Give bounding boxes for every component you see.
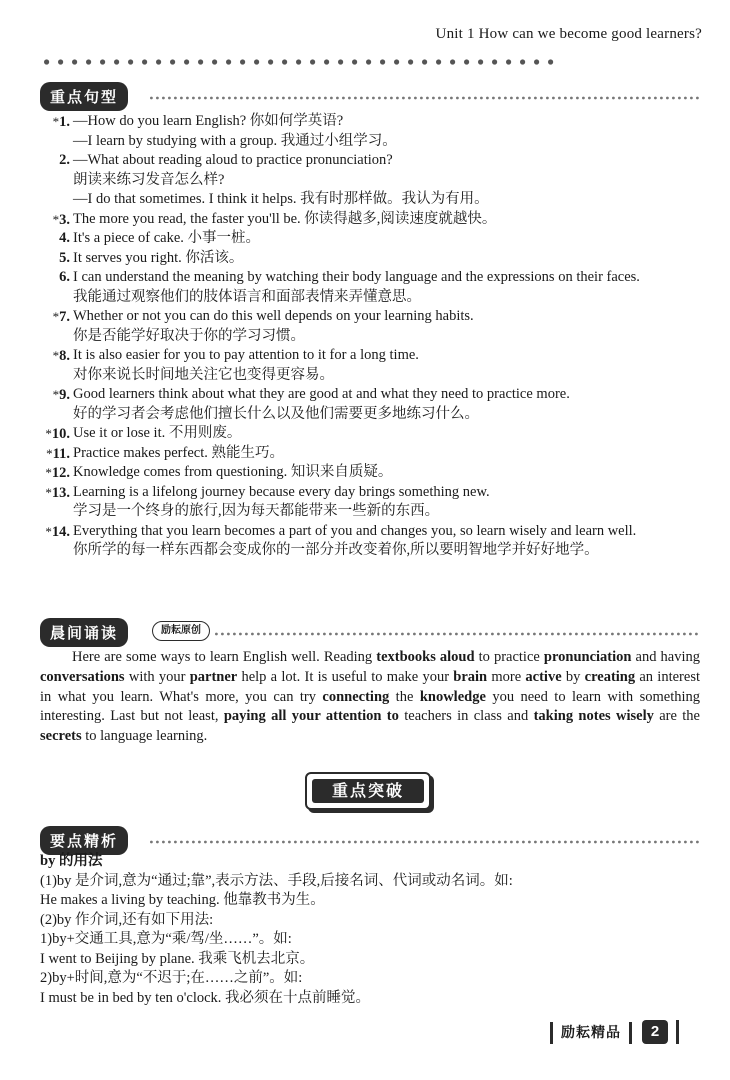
- sentence-line: 我能通过观察他们的肢体语言和面部表情来弄懂意思。: [73, 288, 421, 305]
- sentence-line: 学习是一个终身的旅行,因为每天都能带来一些新的东西。: [73, 503, 440, 519]
- sentence-line: I can understand the meaning by watching their body language and the expressions on their faces.: [73, 269, 640, 285]
- sentence-line: It's a piece of cake. 小事一桩。: [73, 230, 261, 246]
- passage-text: and having: [631, 649, 700, 665]
- passage-text: by: [561, 668, 585, 685]
- usage-line: He makes a living by teaching. 他靠教书为生。: [40, 892, 325, 908]
- sentence-number: [28, 346, 70, 367]
- sentence-item: [28, 385, 708, 424]
- star-mark-icon: *: [45, 426, 52, 441]
- sentence-item: [28, 151, 708, 210]
- sentence-item: [28, 249, 708, 269]
- passage-text: Here are some ways to learn English well. Reading: [72, 649, 377, 665]
- passage-text: an interest in what you learn. What's more, you can try: [40, 668, 700, 705]
- sentence-item: [28, 346, 708, 385]
- dotted-rule: [150, 840, 700, 844]
- sentence-number: [28, 249, 70, 269]
- header-dotted-rule: [44, 58, 564, 66]
- sentence-item: [28, 307, 708, 346]
- key-analysis-heading: [40, 826, 700, 854]
- sentence-number-text: 9.: [59, 387, 70, 403]
- brand-label: 励耘精品: [550, 1022, 632, 1044]
- sentence-number: [28, 463, 70, 484]
- passage-text: are the: [653, 708, 700, 725]
- sentence-line: —I do that sometimes. I think it helps. 我有时那样做。我认为有用。: [73, 191, 489, 207]
- sentence-line: Everything that you learn becomes a part of you and changes you, so learn wisely and learn well.: [73, 522, 637, 539]
- original-tag: 励耘原创: [152, 621, 210, 641]
- sentence-line: —What about reading aloud to practice pronunciation?: [73, 152, 393, 168]
- sentence-line: 朗读来练习发音怎么样?: [73, 171, 225, 188]
- sentence-number-text: 14.: [51, 523, 70, 540]
- star-mark-icon: *: [52, 309, 60, 324]
- sentence-line: Knowledge comes from questioning. 知识来自质疑。: [73, 464, 393, 480]
- sentence-line: Practice makes perfect. 熟能生巧。: [73, 444, 284, 461]
- sentence-line: Use it or lose it. 不用则废。: [73, 425, 242, 441]
- morning-reading-passage: [40, 648, 700, 747]
- sentence-line: 对你来说长时间地关注它也变得更容易。: [73, 366, 334, 383]
- passage-text: to language learning.: [81, 728, 208, 745]
- page-number: 2: [642, 1020, 668, 1044]
- sentence-number-text: 13.: [51, 484, 70, 501]
- sentence-number: [28, 112, 70, 133]
- sentence-item: [28, 483, 708, 522]
- star-mark-icon: *: [52, 348, 60, 363]
- sentence-number-text: 10.: [51, 426, 70, 442]
- sentence-line: —I learn by studying with a group. 我通过小组学习。: [73, 132, 397, 149]
- sentence-item: [28, 268, 708, 307]
- key-sentences-heading: [40, 82, 700, 110]
- sentence-number: [28, 385, 70, 406]
- sentence-number-text: 8.: [59, 348, 70, 364]
- sentence-line: Good learners think about what they are good at and what they need to practice more.: [73, 386, 570, 402]
- sentence-number: [28, 483, 70, 504]
- key-phrase: connecting: [322, 688, 390, 705]
- sentence-number: [28, 424, 70, 445]
- key-analysis-badge: 要点精析: [40, 826, 128, 855]
- sentence-number-text: 7.: [59, 309, 70, 325]
- sentence-item: [28, 522, 708, 561]
- sentence-number-text: 1.: [59, 114, 70, 130]
- usage-line: I must be in bed by ten o'clock. 我必须在十点前睡觉。: [40, 989, 371, 1006]
- key-sentences-badge: 重点句型: [40, 82, 128, 111]
- star-mark-icon: *: [45, 523, 52, 539]
- star-mark-icon: *: [45, 484, 52, 500]
- sentence-item: [28, 444, 708, 464]
- sentence-number-text: 11.: [52, 445, 70, 462]
- page-header: [0, 18, 730, 52]
- sentence-item: [28, 229, 708, 249]
- passage-text: you need to learn with something interesting. Last but not least,: [40, 688, 701, 725]
- sentence-number-text: 2.: [59, 152, 70, 168]
- sentence-number-text: 12.: [51, 465, 70, 481]
- sentence-number: [28, 522, 70, 543]
- key-phrase: paying all your attention to: [223, 708, 399, 725]
- star-mark-icon: *: [52, 387, 60, 402]
- star-mark-icon: *: [52, 114, 60, 129]
- sentence-line: It serves you right. 你活该。: [73, 249, 244, 266]
- sentence-line: Learning is a lifelong journey because every day brings something new.: [73, 483, 490, 500]
- key-phrase: textbooks aloud: [376, 649, 475, 665]
- sentence-number: [28, 210, 70, 231]
- usage-line: (1)by 是介词,意为“通过;靠”,表示方法、手段,后接名词、代词或动名词。如:: [40, 872, 513, 889]
- unit-title: Unit 1 How can we become good learners?: [435, 26, 702, 42]
- star-mark-icon: *: [46, 445, 53, 461]
- key-phrase: active: [525, 668, 562, 685]
- key-sentences-list: [28, 112, 708, 561]
- key-phrase: conversations: [40, 668, 125, 685]
- usage-line: I went to Beijing by plane. 我乘飞机去北京。: [40, 950, 315, 967]
- morning-reading-badge: 晨间诵读: [40, 618, 128, 647]
- star-mark-icon: *: [52, 211, 60, 227]
- sentence-item: [28, 210, 708, 230]
- sentence-item: [28, 424, 708, 444]
- usage-line: (2)by 作介词,还有如下用法:: [40, 911, 214, 928]
- passage-text: with your: [124, 668, 190, 685]
- sentence-number-text: 6.: [59, 269, 70, 285]
- key-phrase: knowledge: [419, 688, 486, 705]
- usage-line: 2)by+时间,意为“不迟于;在……之前”。如:: [40, 970, 303, 986]
- page-footer: [550, 1018, 690, 1048]
- sentence-number: [28, 229, 70, 249]
- sentence-number-text: 3.: [59, 211, 70, 228]
- passage-text: more: [487, 668, 526, 685]
- sentence-line: 好的学习者会考虑他们擅长什么以及他们需要更多地练习什么。: [73, 405, 479, 422]
- by-usage-notes: [40, 852, 700, 1008]
- sentence-number: [28, 268, 70, 288]
- usage-line: 1)by+交通工具,意为“乘/驾/坐……”。如:: [40, 931, 292, 947]
- passage-text: the: [389, 688, 420, 705]
- sentence-item: [28, 112, 708, 151]
- usage-title: by 的用法: [40, 853, 103, 869]
- star-mark-icon: *: [45, 465, 52, 480]
- passage-text: help a lot. It is useful to make your: [237, 668, 454, 685]
- sentence-line: 你是否能学好取决于你的学习习惯。: [73, 327, 305, 344]
- sentence-line: It is also easier for you to pay attention to it for a long time.: [73, 347, 419, 363]
- key-phrase: taking notes wisely: [533, 708, 654, 725]
- sentence-line: Whether or not you can do this well depends on your learning habits.: [73, 308, 474, 324]
- sentence-line: —How do you learn English? 你如何学英语?: [73, 113, 344, 129]
- sentence-number: [28, 444, 70, 465]
- footer-bar: [676, 1020, 679, 1044]
- key-breakthrough-banner: [305, 772, 431, 810]
- morning-reading-heading: [40, 618, 700, 646]
- key-phrase: partner: [189, 668, 238, 685]
- sentence-line: The more you read, the faster you'll be. 你读得越多,阅读速度就越快。: [73, 210, 497, 227]
- sentence-number: [28, 151, 70, 171]
- dotted-rule: [150, 96, 700, 100]
- sentence-item: [28, 463, 708, 483]
- sentence-number-text: 5.: [59, 249, 70, 266]
- key-breakthrough-label: 重点突破: [312, 779, 424, 803]
- key-phrase: pronunciation: [543, 649, 632, 665]
- key-phrase: brain: [453, 668, 488, 685]
- key-phrase: creating: [584, 668, 636, 685]
- passage-text: teachers in class and: [398, 708, 534, 725]
- sentence-line: 你所学的每一样东西都会变成你的一部分并改变着你,所以要明智地学并好好地学。: [73, 542, 599, 558]
- sentence-number: [28, 307, 70, 328]
- dotted-rule: [215, 632, 700, 636]
- sentence-number-text: 4.: [59, 230, 70, 246]
- key-phrase: secrets: [40, 728, 82, 745]
- passage-text: to practice: [474, 649, 544, 665]
